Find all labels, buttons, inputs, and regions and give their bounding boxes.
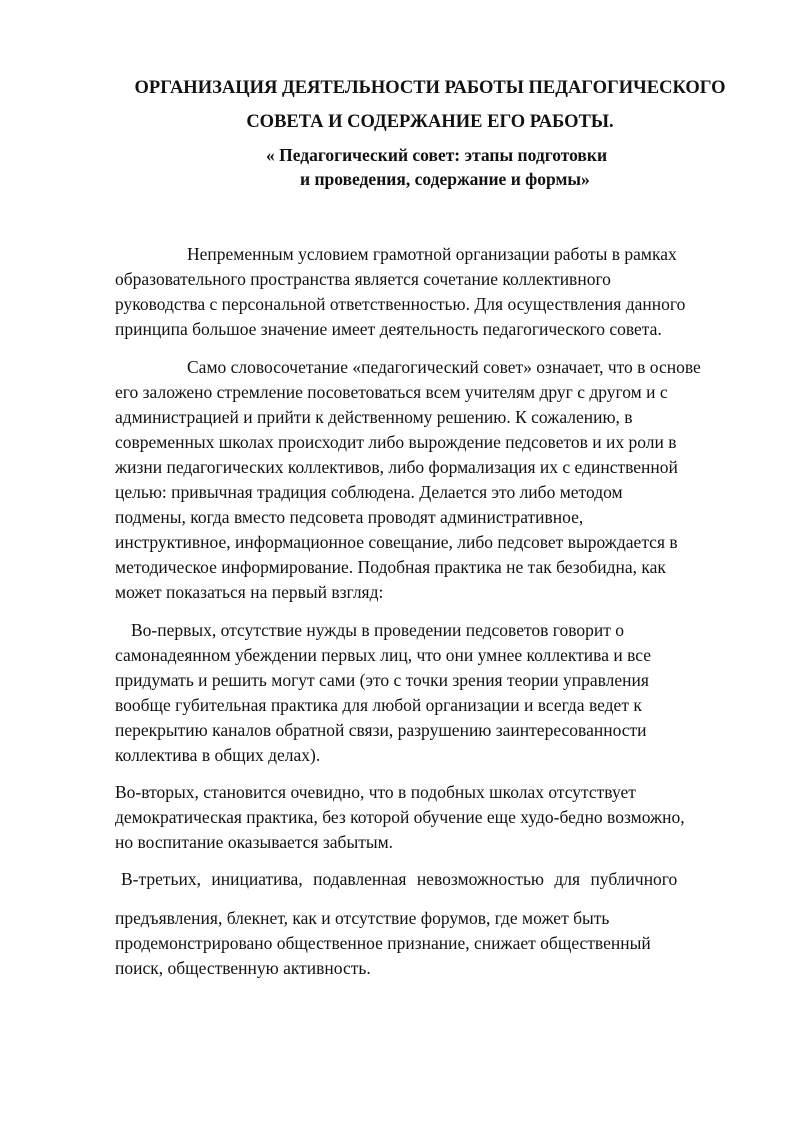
paragraph-third-point-continued <box>115 906 651 981</box>
paragraph-line: может показаться на первый взгляд: <box>115 582 384 602</box>
paragraph-line: жизни педагогических коллективов, либо формализация их с единственной <box>115 457 678 477</box>
document-subtitle-line-1: « Педагогический совет: этапы подготовки <box>266 145 608 165</box>
paragraph-third-point <box>115 867 677 892</box>
paragraph-line: поиск, общественную активность. <box>115 958 371 978</box>
paragraph-line: инструктивное, информационное совещание, либо педсовет вырождается в <box>115 532 678 552</box>
paragraph-line: но воспитание оказывается забытым. <box>115 832 394 852</box>
paragraph-line: принципа большое значение имеет деятельность педагогического совета. <box>115 319 662 339</box>
paragraph-line: Само словосочетание «педагогический совет» означает, что в основе <box>187 357 701 377</box>
paragraph-first-point <box>115 618 651 768</box>
paragraph-line: подмены, когда вместо педсовета проводят административное, <box>115 507 584 527</box>
paragraph-line: администрацией и прийти к действенному решению. К сожалению, в <box>115 407 633 427</box>
paragraph-line: руководства с персональной ответственностью. Для осуществления данного <box>115 294 686 314</box>
paragraph-line: методическое информирование. Подобная практика не так безобидна, как <box>115 557 666 577</box>
paragraph-line: коллектива в общих делах). <box>115 745 321 765</box>
paragraph-line: придумать и решить могут сами (это с точки зрения теории управления <box>115 670 649 690</box>
document-subtitle-line-2: и проведения, содержание и формы» <box>300 169 590 189</box>
paragraph-line: современных школах происходит либо вырождение педсоветов и их роли в <box>115 432 677 452</box>
paragraph-line: Во-вторых, становится очевидно, что в подобных школах отсутствует <box>115 782 636 802</box>
paragraph-line: продемонстрировано общественное признание, снижает общественный <box>115 933 651 953</box>
document-title-line-1: ОРГАНИЗАЦИЯ ДЕЯТЕЛЬНОСТИ РАБОТЫ ПЕДАГОГИЧЕСКОГО <box>134 78 726 98</box>
paragraph-second-point <box>115 780 685 855</box>
paragraph-line: предъявления, блекнет, как и отсутствие форумов, где может быть <box>115 908 610 928</box>
paragraph-line: самонадеянном убеждении первых лиц, что они умнее коллектива и все <box>115 645 651 665</box>
paragraph-definition <box>115 355 701 605</box>
paragraph-line: Во-первых, отсутствие нужды в проведении педсоветов говорит о <box>131 620 625 640</box>
paragraph-intro <box>115 242 685 342</box>
paragraph-line: В-третьих, инициатива, подавленная невозможностью для публичного <box>121 869 678 889</box>
paragraph-line: вообще губительная практика для любой организации и всегда ведет к <box>115 695 642 715</box>
document-title-line-2: СОВЕТА И СОДЕРЖАНИЕ ЕГО РАБОТЫ. <box>246 112 614 132</box>
paragraph-line: Непременным условием грамотной организации работы в рамках <box>187 244 677 264</box>
paragraph-line: его заложено стремление посоветоваться всем учителям друг с другом и с <box>115 382 668 402</box>
paragraph-line: целью: привычная традиция соблюдена. Делается это либо методом <box>115 482 623 502</box>
paragraph-line: образовательного пространства является сочетание коллективного <box>115 269 611 289</box>
paragraph-line: перекрытию каналов обратной связи, разрушению заинтересованности <box>115 720 647 740</box>
paragraph-line: демократическая практика, без которой обучение еще худо-бедно возможно, <box>115 807 685 827</box>
